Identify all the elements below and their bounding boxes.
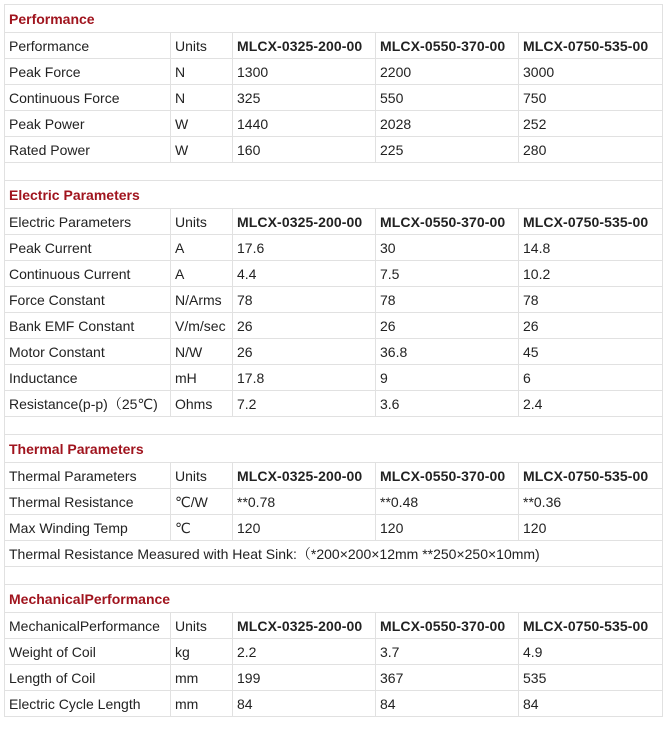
cell-unit: kg (171, 639, 233, 665)
cell-model-3: 120 (519, 515, 663, 541)
cell-model-1: 26 (233, 313, 376, 339)
table-header-row (5, 613, 663, 639)
cell-unit: mm (171, 691, 233, 717)
cell-model-2: 84 (376, 691, 519, 717)
cell-model-2: 225 (376, 137, 519, 163)
cell-unit: A (171, 235, 233, 261)
cell-model-2: 3.7 (376, 639, 519, 665)
table-row (5, 137, 663, 163)
cell-model-3: 14.8 (519, 235, 663, 261)
section-title: Electric Parameters (5, 181, 663, 209)
cell-model-2: 78 (376, 287, 519, 313)
header-parameter: Electric Parameters (5, 209, 171, 235)
table-row (5, 391, 663, 417)
table-row (5, 59, 663, 85)
cell-model-2: 367 (376, 665, 519, 691)
cell-model-2: 7.5 (376, 261, 519, 287)
cell-unit: N (171, 85, 233, 111)
header-unit: Units (171, 613, 233, 639)
cell-model-2: 3.6 (376, 391, 519, 417)
cell-parameter: Peak Power (5, 111, 171, 137)
cell-unit: N/W (171, 339, 233, 365)
table-row (5, 691, 663, 717)
table-row (5, 111, 663, 137)
cell-parameter: Inductance (5, 365, 171, 391)
table-header-row (5, 463, 663, 489)
spacer-cell (5, 417, 663, 435)
header-model-2: MLCX-0550-370-00 (376, 33, 519, 59)
table-header-row (5, 209, 663, 235)
section-title-row (5, 5, 663, 33)
table-header-row (5, 33, 663, 59)
cell-parameter: Max Winding Temp (5, 515, 171, 541)
cell-model-3: 78 (519, 287, 663, 313)
header-unit: Units (171, 209, 233, 235)
cell-parameter: Force Constant (5, 287, 171, 313)
cell-model-3: **0.36 (519, 489, 663, 515)
cell-unit: ℃/W (171, 489, 233, 515)
header-model-1: MLCX-0325-200-00 (233, 463, 376, 489)
header-parameter: Thermal Parameters (5, 463, 171, 489)
cell-unit: W (171, 137, 233, 163)
table-row (5, 261, 663, 287)
cell-model-3: 750 (519, 85, 663, 111)
header-model-1: MLCX-0325-200-00 (233, 209, 376, 235)
table-row (5, 365, 663, 391)
header-model-2: MLCX-0550-370-00 (376, 463, 519, 489)
cell-model-1: 199 (233, 665, 376, 691)
header-model-1: MLCX-0325-200-00 (233, 33, 376, 59)
cell-model-3: 10.2 (519, 261, 663, 287)
note-row (5, 541, 663, 567)
cell-model-2: 30 (376, 235, 519, 261)
table-row (5, 665, 663, 691)
table-row (5, 489, 663, 515)
cell-model-1: 17.6 (233, 235, 376, 261)
header-model-1: MLCX-0325-200-00 (233, 613, 376, 639)
cell-model-3: 252 (519, 111, 663, 137)
cell-model-2: 120 (376, 515, 519, 541)
cell-model-1: 78 (233, 287, 376, 313)
section-title-row (5, 181, 663, 209)
cell-unit: N (171, 59, 233, 85)
cell-model-1: 1300 (233, 59, 376, 85)
cell-model-3: 535 (519, 665, 663, 691)
spec-table (4, 4, 663, 717)
section-title-row (5, 435, 663, 463)
cell-model-1: 4.4 (233, 261, 376, 287)
cell-parameter: Length of Coil (5, 665, 171, 691)
cell-model-2: 2200 (376, 59, 519, 85)
cell-model-3: 45 (519, 339, 663, 365)
section-spacer (5, 163, 663, 181)
cell-model-2: **0.48 (376, 489, 519, 515)
header-parameter: Performance (5, 33, 171, 59)
cell-unit: Ohms (171, 391, 233, 417)
table-row (5, 313, 663, 339)
header-model-3: MLCX-0750-535-00 (519, 33, 663, 59)
cell-model-3: 2.4 (519, 391, 663, 417)
cell-unit: mH (171, 365, 233, 391)
cell-model-1: 120 (233, 515, 376, 541)
section-title: Performance (5, 5, 663, 33)
cell-model-1: 325 (233, 85, 376, 111)
cell-model-2: 9 (376, 365, 519, 391)
header-model-2: MLCX-0550-370-00 (376, 209, 519, 235)
cell-parameter: Rated Power (5, 137, 171, 163)
cell-model-1: 160 (233, 137, 376, 163)
cell-model-1: 7.2 (233, 391, 376, 417)
cell-model-3: 26 (519, 313, 663, 339)
spacer-cell (5, 163, 663, 181)
table-row (5, 85, 663, 111)
cell-unit: V/m/sec (171, 313, 233, 339)
header-unit: Units (171, 463, 233, 489)
header-model-3: MLCX-0750-535-00 (519, 209, 663, 235)
cell-model-3: 6 (519, 365, 663, 391)
cell-parameter: Bank EMF Constant (5, 313, 171, 339)
cell-model-2: 36.8 (376, 339, 519, 365)
cell-parameter: Peak Current (5, 235, 171, 261)
thermal-note: Thermal Resistance Measured with Heat Sink:（*200×200×12mm **250×250×10mm) (5, 541, 663, 567)
header-model-3: MLCX-0750-535-00 (519, 613, 663, 639)
cell-parameter: Peak Force (5, 59, 171, 85)
header-model-3: MLCX-0750-535-00 (519, 463, 663, 489)
section-spacer (5, 417, 663, 435)
cell-model-1: 1440 (233, 111, 376, 137)
table-row (5, 515, 663, 541)
cell-parameter: Weight of Coil (5, 639, 171, 665)
section-title: MechanicalPerformance (5, 585, 663, 613)
cell-parameter: Motor Constant (5, 339, 171, 365)
section-title: Thermal Parameters (5, 435, 663, 463)
cell-model-2: 550 (376, 85, 519, 111)
cell-parameter: Thermal Resistance (5, 489, 171, 515)
header-model-2: MLCX-0550-370-00 (376, 613, 519, 639)
cell-parameter: Continuous Force (5, 85, 171, 111)
cell-model-3: 4.9 (519, 639, 663, 665)
section-spacer (5, 567, 663, 585)
table-row (5, 287, 663, 313)
header-parameter: MechanicalPerformance (5, 613, 171, 639)
cell-model-3: 84 (519, 691, 663, 717)
cell-unit: A (171, 261, 233, 287)
table-row (5, 339, 663, 365)
cell-unit: mm (171, 665, 233, 691)
cell-unit: ℃ (171, 515, 233, 541)
table-row (5, 639, 663, 665)
cell-parameter: Electric Cycle Length (5, 691, 171, 717)
cell-model-1: 2.2 (233, 639, 376, 665)
cell-unit: N/Arms (171, 287, 233, 313)
cell-parameter: Continuous Current (5, 261, 171, 287)
spacer-cell (5, 567, 663, 585)
cell-parameter: Resistance(p-p)（25℃) (5, 391, 171, 417)
cell-unit: W (171, 111, 233, 137)
cell-model-1: 17.8 (233, 365, 376, 391)
cell-model-1: **0.78 (233, 489, 376, 515)
cell-model-3: 280 (519, 137, 663, 163)
header-unit: Units (171, 33, 233, 59)
section-title-row (5, 585, 663, 613)
table-row (5, 235, 663, 261)
spec-table-body (5, 5, 663, 717)
cell-model-2: 2028 (376, 111, 519, 137)
cell-model-3: 3000 (519, 59, 663, 85)
cell-model-1: 26 (233, 339, 376, 365)
cell-model-1: 84 (233, 691, 376, 717)
cell-model-2: 26 (376, 313, 519, 339)
